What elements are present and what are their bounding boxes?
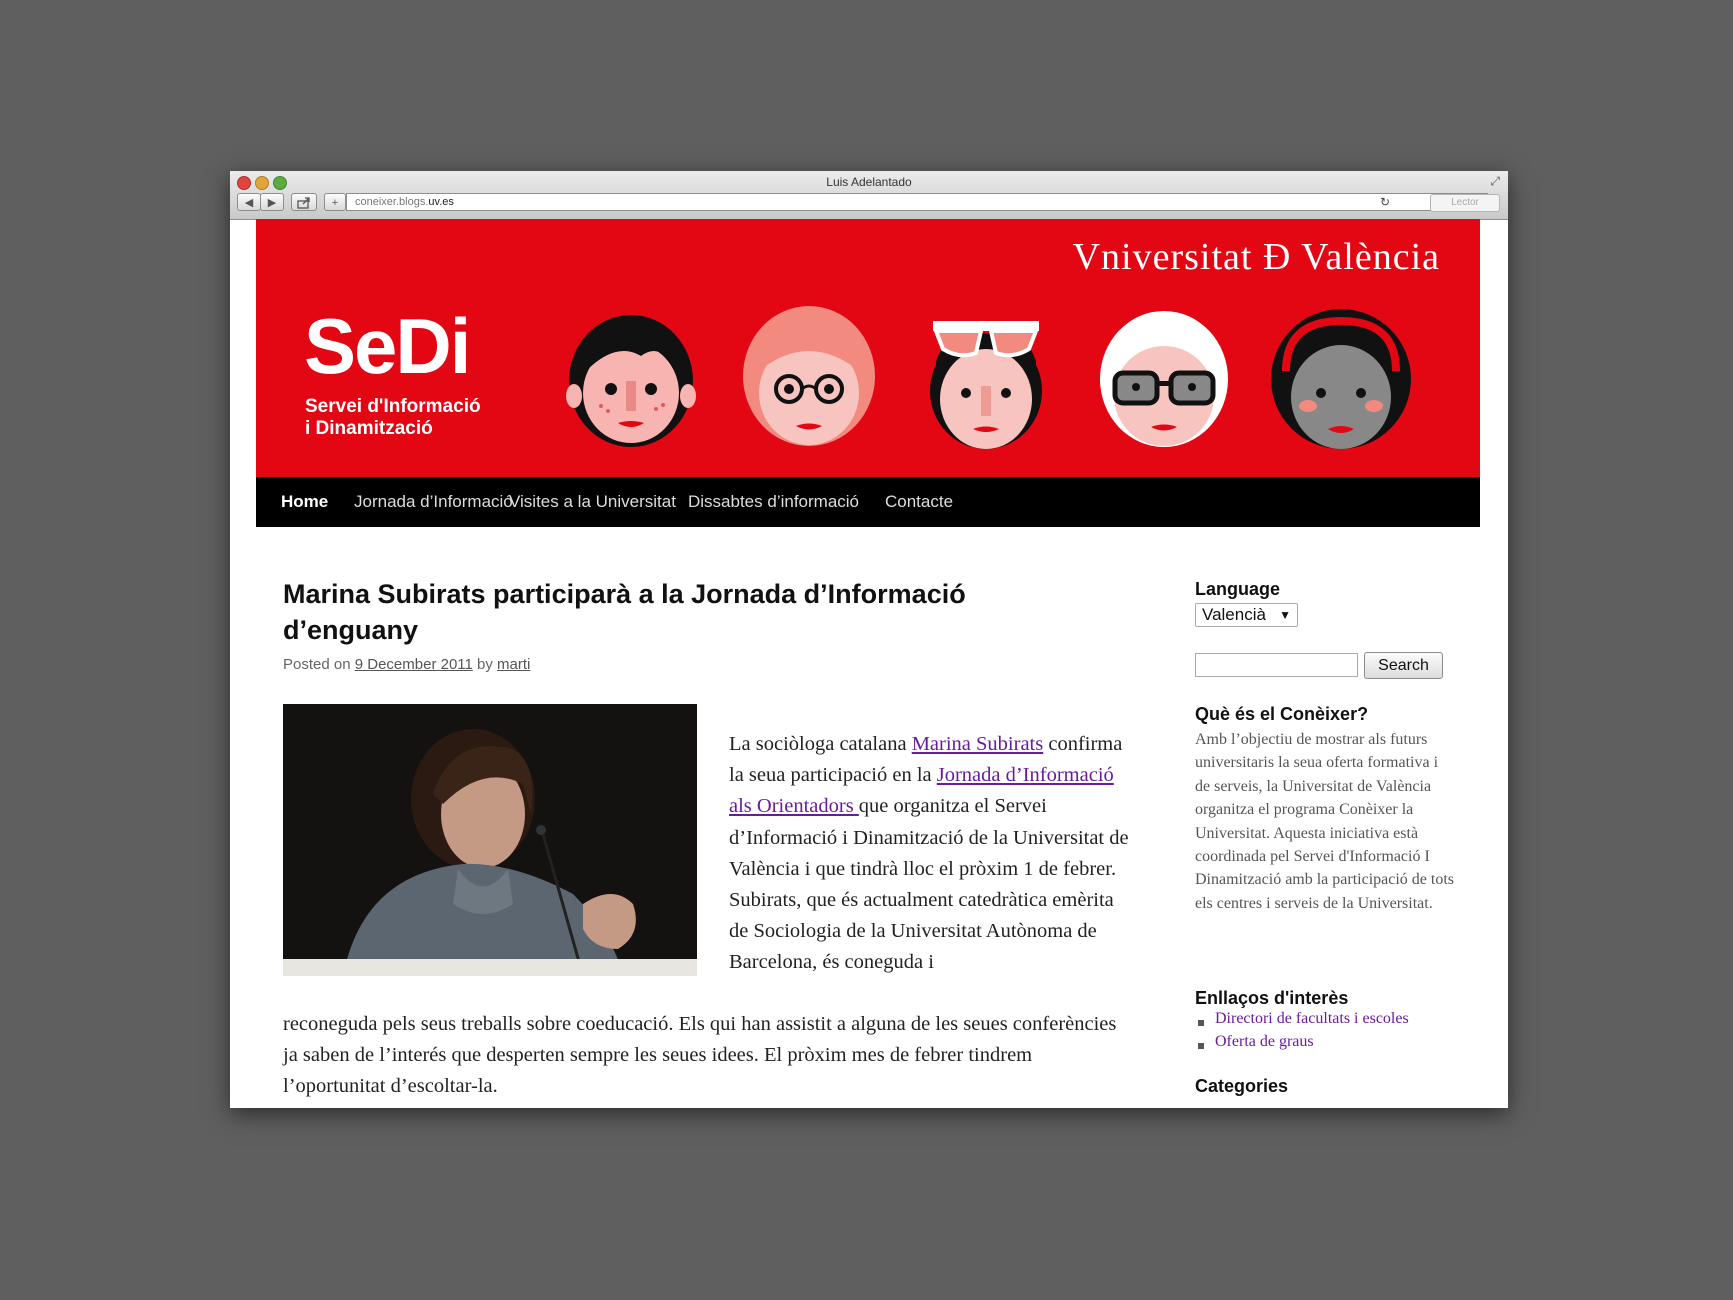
reload-icon[interactable]: ↻ bbox=[1379, 195, 1390, 209]
about-text: Amb l’objectiu de mostrar als futurs universitaris la seua oferta formativa i de serveis, la Universitat de València organitza el programa Conèixer la Universitat. Aquesta iniciativa està coordinada pel Servei d'Informació I Dinamització amb la participació de tots els centres i serveis de la Universitat. bbox=[1195, 731, 1455, 912]
post-paragraph-2: reconeguda pels seus treballs sobre coeducació. Els qui han assistit a alguna de les seues conferències ja saben de l’interés que desperten sempre les seues idees. El pròxim mes de febrer tindrem l’oportunitat d’escoltar-la. bbox=[283, 1013, 1117, 1098]
forward-button[interactable]: ▶ bbox=[260, 193, 284, 211]
face-illustration-1 bbox=[556, 301, 706, 451]
fullscreen-icon[interactable]: ⤢ bbox=[1490, 174, 1500, 188]
face-illustration-4 bbox=[1089, 301, 1239, 451]
url-prefix: coneixer.blogs. bbox=[355, 196, 429, 208]
language-select[interactable] bbox=[1195, 603, 1298, 627]
share-icon bbox=[297, 197, 311, 209]
marina-subirats-link[interactable]: Marina Subirats bbox=[911, 733, 1044, 755]
bullet-icon bbox=[1198, 1020, 1204, 1026]
about-heading: Què és el Conèixer? bbox=[1195, 704, 1369, 724]
face-illustration-5 bbox=[1266, 301, 1416, 451]
post-text-1a: La sociòloga catalana bbox=[729, 733, 912, 755]
post-photo bbox=[283, 704, 697, 976]
post-text-1c: que organitza el Servei d’Informació i Dinamització de la Universitat de València i que tindrà lloc el pròxim 1 de febrer. Subirats, que és actualment catedràtica emèrita de Sociologia de la Universitat Autònoma de Barcelona, és coneguda i bbox=[729, 795, 1129, 974]
title-bar bbox=[230, 171, 1508, 220]
post-paragraph-1 bbox=[729, 729, 1129, 979]
sedi-subtitle bbox=[305, 396, 481, 440]
chevron-down-icon: ▼ bbox=[1279, 608, 1291, 622]
post-text-1b: confirma la seua participació en la bbox=[729, 733, 1123, 787]
post-date-link[interactable]: 9 December 2011 bbox=[354, 656, 473, 673]
language-heading: Language bbox=[1195, 579, 1281, 599]
main-navigation bbox=[256, 477, 1480, 527]
posted-on-label: Posted on bbox=[283, 656, 351, 673]
search-button[interactable]: Search bbox=[1364, 652, 1443, 679]
sedi-logo[interactable]: SeDi bbox=[304, 302, 470, 390]
jornada-orientadors-link[interactable]: Jornada d’Informació als Orientadors bbox=[729, 764, 1114, 818]
reader-button[interactable]: Lector bbox=[1430, 194, 1500, 212]
post-meta bbox=[283, 656, 530, 673]
window-title: Luis Adelantado bbox=[826, 175, 912, 189]
search-input[interactable] bbox=[1195, 653, 1358, 677]
url-domain: uv.es bbox=[428, 196, 454, 208]
nav-dissabtes-informacio[interactable]: Dissabtes d’informació bbox=[688, 492, 860, 511]
nav-contacte[interactable]: Contacte bbox=[885, 492, 954, 511]
language-value: Valencià bbox=[1202, 605, 1266, 624]
face-illustration-2 bbox=[734, 301, 884, 451]
university-logo[interactable]: Vniversitat Đ València bbox=[1072, 236, 1440, 278]
browser-window bbox=[230, 171, 1508, 1108]
by-label: by bbox=[477, 656, 493, 673]
categories-heading: Categories bbox=[1195, 1076, 1289, 1096]
links-heading: Enllaços d'interès bbox=[1195, 988, 1349, 1008]
share-button[interactable] bbox=[291, 193, 317, 211]
link-directori-facultats[interactable]: Directori de facultats i escoles bbox=[1215, 1010, 1409, 1027]
address-bar[interactable] bbox=[346, 193, 1488, 211]
add-bookmark-button[interactable]: + bbox=[324, 193, 346, 211]
link-oferta-graus[interactable]: Oferta de graus bbox=[1215, 1033, 1314, 1050]
back-button[interactable]: ◀ bbox=[237, 193, 261, 211]
nav-jornada-informacio[interactable]: Jornada d’Informació bbox=[354, 492, 513, 511]
face-illustration-3 bbox=[911, 301, 1061, 451]
nav-home[interactable]: Home bbox=[281, 492, 329, 511]
sedi-subtitle-line2: i Dinamització bbox=[305, 418, 433, 439]
post-title[interactable]: Marina Subirats participarà a la Jornada d’Informació d’enguany bbox=[283, 579, 966, 645]
nav-visites-universitat[interactable]: Visites a la Universitat bbox=[509, 492, 676, 511]
bullet-icon bbox=[1198, 1043, 1204, 1049]
sedi-subtitle-line1: Servei d'Informació bbox=[305, 396, 481, 417]
post-author-link[interactable]: marti bbox=[497, 656, 531, 673]
site-header-banner bbox=[256, 219, 1480, 477]
